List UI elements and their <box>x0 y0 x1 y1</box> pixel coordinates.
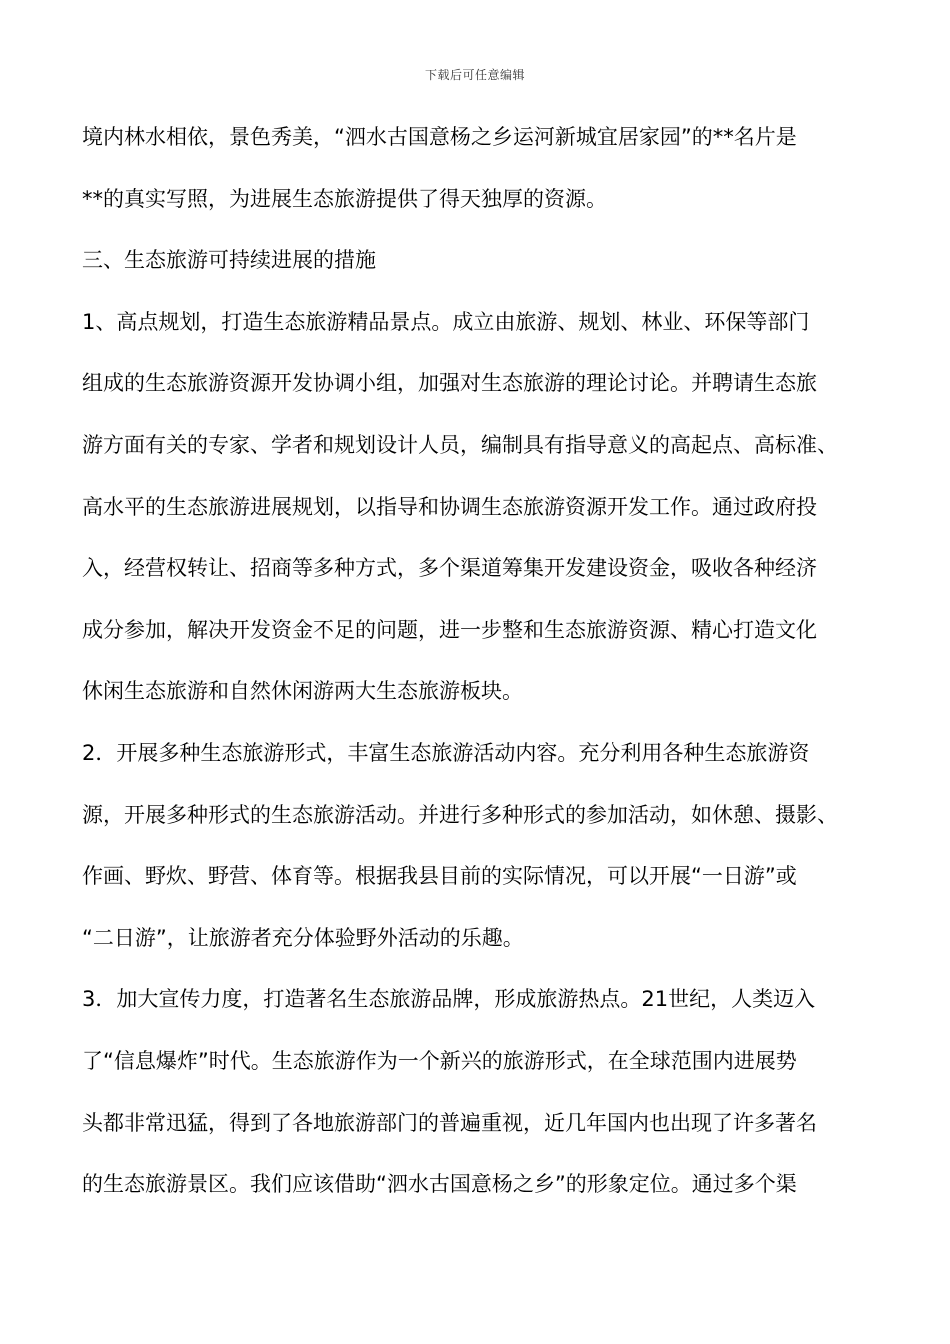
text-line: “二日游”，让旅游者充分体验野外活动的乐趣。 <box>82 925 524 950</box>
text-line: 源，开展多种形式的生态旅游活动。并进行多种形式的参加活动，如休憩、摄影、 <box>82 802 838 827</box>
text-line: 休闲生态旅游和自然休闲游两大生态旅游板块。 <box>82 679 523 704</box>
section-heading: 三、生态旅游可持续进展的措施 <box>82 248 376 273</box>
text-line: 3．加大宣传力度，打造著名生态旅游品牌，形成旅游热点。21世纪，人类迈入 <box>82 987 816 1012</box>
text-line: 1、高点规划，打造生态旅游精品景点。成立由旅游、规划、林业、环保等部门 <box>82 309 810 334</box>
text-line: 作画、野炊、野营、体育等。根据我县目前的实际情况，可以开展“一日游”或 <box>82 864 797 889</box>
text-line: 组成的生态旅游资源开发协调小组，加强对生态旅游的理论讨论。并聘请生态旅 <box>82 371 817 396</box>
document-body <box>82 117 882 1226</box>
text-line: **的真实写照，为进展生态旅游提供了得天独厚的资源。 <box>82 186 607 211</box>
text-line: 了“信息爆炸”时代。生态旅游作为一个新兴的旅游形式，在全球范围内进展势 <box>82 1048 797 1073</box>
text-line: 的生态旅游景区。我们应该借助“泗水古国意杨之乡”的形象定位。通过多个渠 <box>82 1172 797 1197</box>
text-line: 高水平的生态旅游进展规划，以指导和协调生态旅游资源开发工作。通过政府投 <box>82 494 817 519</box>
text-line: 游方面有关的专家、学者和规划设计人员，编制具有指导意义的高起点、高标准、 <box>82 432 838 457</box>
text-line: 境内林水相依，景色秀美，“泗水古国意杨之乡运河新城宜居家园”的**名片是 <box>82 125 797 149</box>
text-line: 成分参加，解决开发资金不足的问题，进一步整和生态旅游资源、精心打造文化 <box>82 617 817 642</box>
page-header: 下载后可任意编辑 <box>424 68 525 82</box>
text-line: 2．开展多种生态旅游形式，丰富生态旅游活动内容。充分利用各种生态旅游资 <box>82 740 810 765</box>
text-line: 入，经营权转让、招商等多种方式，多个渠道筹集开发建设资金，吸收各种经济 <box>82 556 817 581</box>
text-line: 头都非常迅猛，得到了各地旅游部门的普遍重视，近几年国内也出现了许多著名 <box>82 1110 817 1135</box>
